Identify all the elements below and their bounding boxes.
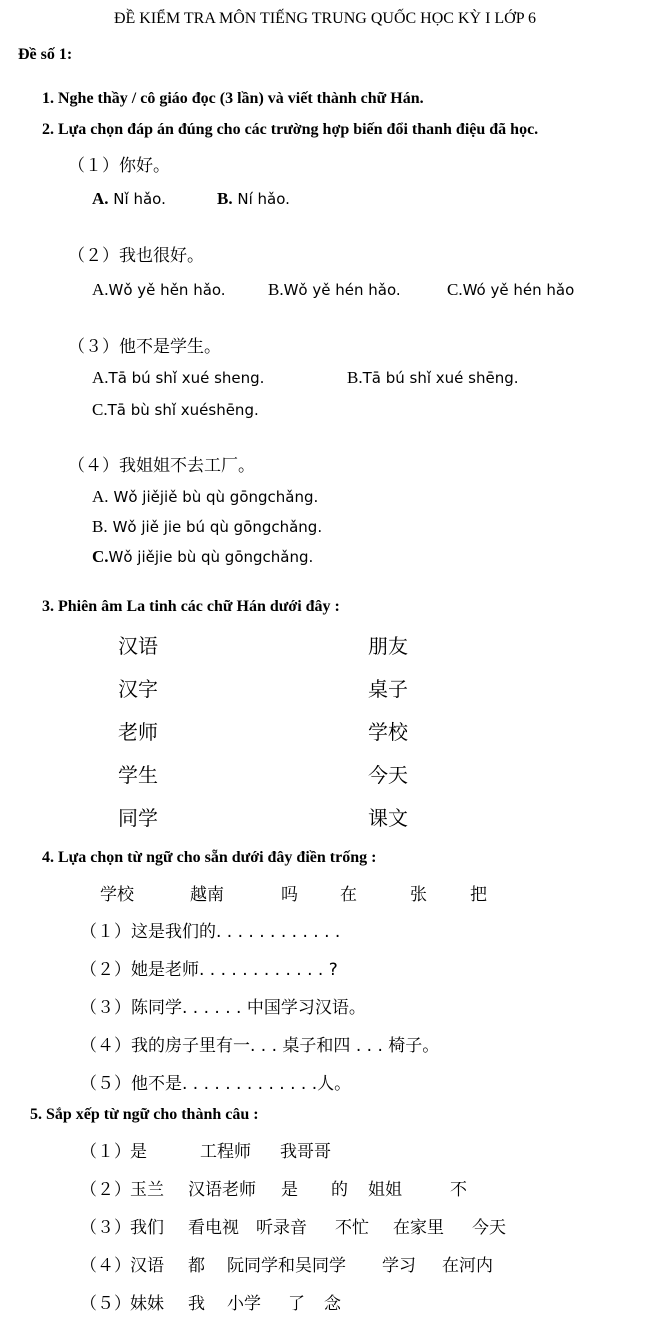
- option-letter: A.: [92, 280, 109, 299]
- item-text: 我也很好。: [119, 246, 204, 266]
- q3-right-word: 朋友: [368, 634, 408, 658]
- item-text: 他不是学生。: [119, 337, 221, 357]
- q5-item-number: （４）: [80, 1256, 131, 1276]
- q3-right-word: 桌子: [368, 677, 408, 701]
- q4-word-bank-item: 张: [410, 885, 427, 905]
- q2-item-2-option-c: [447, 280, 574, 300]
- option-letter: B.: [92, 517, 108, 536]
- q2-item-2-option-b: [268, 280, 401, 300]
- q2-item-4-option-c: [92, 547, 313, 567]
- option-letter: C.: [92, 400, 108, 419]
- q5-item-number: （３）: [80, 1218, 131, 1238]
- item-text: 他不是. . . . . . . . . . . . .人。: [131, 1074, 352, 1094]
- option-text: Tā bú shǐ xué sheng.: [108, 369, 265, 387]
- item-number: （３）: [80, 998, 131, 1018]
- q4-item: [80, 955, 338, 980]
- q5-item-number: （５）: [80, 1294, 131, 1314]
- q5-word: 汉语: [130, 1256, 164, 1276]
- q5-word: 都: [188, 1256, 205, 1276]
- q5-word: 听录音: [256, 1218, 307, 1238]
- q2-item-3-option-c: [92, 400, 259, 420]
- q3-left-word: 汉语: [118, 634, 158, 658]
- q3-right-word: 今天: [368, 763, 408, 787]
- q5-word: 不忙: [335, 1218, 369, 1238]
- q4-word-bank-item: 在: [340, 885, 357, 905]
- option-letter: B.: [268, 280, 284, 299]
- q4-item: [80, 1031, 439, 1056]
- q2-item-1: [68, 151, 170, 176]
- question-1-heading: 1. Nghe thầy / cô giáo đọc (3 lần) và viết thành chữ Hán.: [42, 90, 424, 107]
- question-4-heading: 4. Lựa chọn từ ngữ cho sẵn dưới đây điền trống :: [42, 849, 377, 866]
- q2-item-4: [68, 451, 255, 476]
- q3-left-word: 汉字: [118, 677, 158, 701]
- q2-item-4-option-b: [92, 517, 322, 537]
- q3-left-word: 老师: [118, 720, 158, 744]
- item-number: （１）: [68, 156, 119, 176]
- option-letter: A.: [92, 189, 109, 208]
- q3-right-word: 课文: [368, 806, 408, 830]
- item-text: 这是我们的. . . . . . . . . . . .: [131, 922, 341, 942]
- option-text: Wǒ jiějie bù qù gōngchǎng.: [108, 548, 314, 566]
- q4-item: [80, 917, 340, 942]
- item-number: （２）: [68, 246, 119, 266]
- item-text: 她是老师. . . . . . . . . . . . ?: [131, 960, 338, 980]
- q2-item-3-option-a: [92, 368, 264, 388]
- option-letter: A.: [92, 368, 109, 387]
- q5-word: 今天: [472, 1218, 506, 1238]
- question-2-heading: 2. Lựa chọn đáp án đúng cho các trường hợp biến đổi thanh điệu đã học.: [42, 121, 539, 138]
- item-text: 我的房子里有一. . . 桌子和四 . . . 椅子。: [131, 1036, 440, 1056]
- q5-word: 我们: [130, 1218, 164, 1238]
- q2-item-1-option-b: [217, 189, 290, 209]
- q5-word: 阮同学和吴同学: [227, 1256, 346, 1276]
- q5-word: 工程师: [200, 1142, 251, 1162]
- q2-item-3-option-b: [347, 368, 519, 388]
- q4-word-bank-item: 吗: [281, 885, 298, 905]
- option-letter: B.: [217, 189, 233, 208]
- exam-variant-label: Đề số 1:: [18, 46, 73, 63]
- option-letter: A.: [92, 487, 109, 506]
- option-text: Wǒ jiě jie bú qù gōngchǎng.: [112, 518, 323, 536]
- item-number: （５）: [80, 1074, 131, 1094]
- q5-word: 我: [188, 1294, 205, 1314]
- option-letter: C.: [447, 280, 463, 299]
- q4-word-bank-item: 越南: [190, 885, 224, 905]
- q3-right-word: 学校: [368, 720, 408, 744]
- q5-word: 是: [130, 1142, 147, 1162]
- option-text: Wǒ jiějiě bù qù gōngchǎng.: [113, 488, 319, 506]
- q5-word: 是: [281, 1180, 298, 1200]
- item-number: （４）: [80, 1036, 131, 1056]
- q5-word: 玉兰: [130, 1180, 164, 1200]
- option-text: Tā bù shǐ xuéshēng.: [107, 401, 259, 419]
- item-text: 你好。: [119, 156, 170, 176]
- q2-item-4-option-a: [92, 487, 318, 507]
- item-text: 陈同学. . . . . . 中国学习汉语。: [131, 998, 366, 1018]
- item-number: （２）: [80, 960, 131, 980]
- option-text: Nǐ hǎo.: [108, 190, 166, 208]
- q5-item-number: （１）: [80, 1142, 131, 1162]
- q5-word: 汉语老师: [188, 1180, 256, 1200]
- option-text: Wǒ yě hén hǎo.: [283, 281, 401, 299]
- page-title: ĐỀ KIỂM TRA MÔN TIẾNG TRUNG QUỐC HỌC KỲ I LỚP 6: [113, 10, 537, 27]
- q5-word: 看电视: [188, 1218, 239, 1238]
- q4-word-bank-item: 把: [470, 885, 487, 905]
- q5-word: 在河内: [442, 1256, 493, 1276]
- q2-item-2: [68, 241, 204, 266]
- q5-word: 我哥哥: [280, 1142, 331, 1162]
- q5-word: 的: [331, 1180, 348, 1200]
- option-text: Wǒ yě hěn hǎo.: [108, 281, 226, 299]
- item-number: （４）: [68, 456, 119, 476]
- option-text: Ní hǎo.: [232, 190, 290, 208]
- q5-word: 了: [288, 1294, 305, 1314]
- option-letter: C.: [92, 547, 109, 566]
- q4-item: [80, 993, 366, 1018]
- item-number: （１）: [80, 922, 131, 942]
- question-5-heading: 5. Sắp xếp từ ngữ cho thành câu :: [30, 1106, 259, 1123]
- q5-word: 在家里: [393, 1218, 444, 1238]
- q5-word: 不: [450, 1180, 467, 1200]
- q5-word: 小学: [227, 1294, 261, 1314]
- q2-item-1-option-a: [92, 189, 166, 209]
- q3-left-word: 同学: [118, 806, 158, 830]
- q5-word: 念: [324, 1294, 341, 1314]
- q5-word: 学习: [382, 1256, 416, 1276]
- q3-left-word: 学生: [118, 763, 158, 787]
- q5-word: 姐姐: [368, 1180, 402, 1200]
- item-number: （３）: [68, 337, 119, 357]
- q4-word-bank-item: 学校: [100, 885, 134, 905]
- option-text: Tā bú shǐ xué shēng.: [362, 369, 519, 387]
- option-letter: B.: [347, 368, 363, 387]
- q5-word: 妹妹: [130, 1294, 164, 1314]
- q5-item-number: （２）: [80, 1180, 131, 1200]
- item-text: 我姐姐不去工厂。: [119, 456, 255, 476]
- q2-item-2-option-a: [92, 280, 226, 300]
- q4-item: [80, 1069, 351, 1094]
- q2-item-3: [68, 332, 221, 357]
- option-text: Wó yě hén hǎo: [462, 281, 575, 299]
- question-3-heading: 3. Phiên âm La tinh các chữ Hán dưới đây :: [42, 598, 340, 615]
